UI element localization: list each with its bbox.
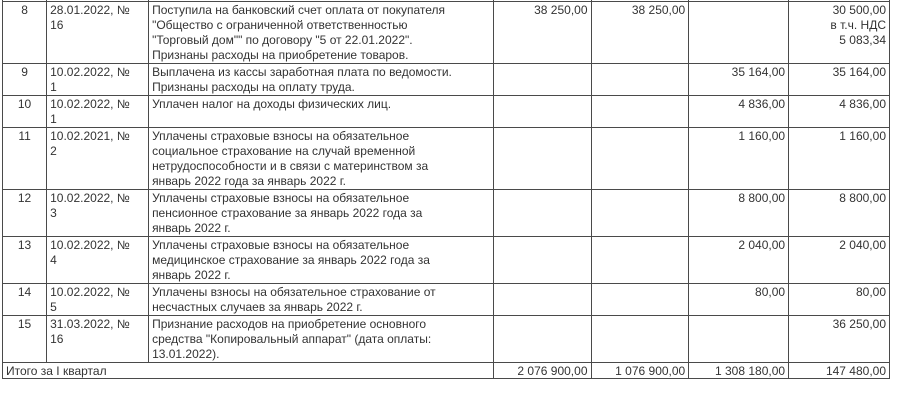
row-expense-total: 8 800,00 xyxy=(689,190,789,237)
row-expense-accounted: 1 160,00 xyxy=(789,128,890,190)
row-number: 12 xyxy=(3,190,47,237)
row-expense-accounted: 35 164,00 xyxy=(789,64,890,96)
row-expense-accounted: 2 040,00 xyxy=(789,237,890,284)
total-row xyxy=(3,363,890,379)
row-income-taxable xyxy=(591,96,689,128)
row-description: Уплачены страховые взносы на обязательное медицинское страхование за январь 2022 года за январь 2022 г. xyxy=(149,237,494,284)
row-income-total xyxy=(493,96,591,128)
row-number: 9 xyxy=(3,64,47,96)
row-expense-accounted: 8 800,00 xyxy=(789,190,890,237)
row-number: 11 xyxy=(3,128,47,190)
row-income-taxable xyxy=(591,284,689,316)
table-row xyxy=(3,190,890,237)
row-description: Признание расходов на приобретение основного средства "Копировальный аппарат" (дата оплаты: 13.01.2022). xyxy=(149,316,494,363)
row-income-taxable xyxy=(591,128,689,190)
ledger-table xyxy=(2,0,890,379)
row-expense-total xyxy=(689,316,789,363)
table-row xyxy=(3,237,890,284)
table-row xyxy=(3,128,890,190)
row-description: Уплачен налог на доходы физических лиц. xyxy=(149,96,494,128)
row-expense-accounted: 80,00 xyxy=(789,284,890,316)
row-income-taxable xyxy=(591,316,689,363)
row-number: 10 xyxy=(3,96,47,128)
row-expense-accounted: 30 500,00 в т.ч. НДС 5 083,34 xyxy=(789,2,890,64)
row-expense-total xyxy=(689,2,789,64)
row-expense-total: 4 836,00 xyxy=(689,96,789,128)
table-row xyxy=(3,284,890,316)
row-income-taxable xyxy=(591,64,689,96)
row-description: Уплачены взносы на обязательное страхование от несчастных случаев за январь 2022 г. xyxy=(149,284,494,316)
total-expense-accounted: 147 480,00 xyxy=(789,363,890,379)
row-date-doc: 10.02.2022, № 1 xyxy=(47,64,149,96)
row-income-total xyxy=(493,64,591,96)
row-expense-accounted: 36 250,00 xyxy=(789,316,890,363)
table-row xyxy=(3,2,890,64)
row-expense-accounted: 4 836,00 xyxy=(789,96,890,128)
total-label: Итого за I квартал xyxy=(3,363,494,379)
row-expense-total: 2 040,00 xyxy=(689,237,789,284)
row-income-total xyxy=(493,190,591,237)
row-date-doc: 10.02.2022, № 1 xyxy=(47,96,149,128)
table-row xyxy=(3,64,890,96)
row-income-total: 38 250,00 xyxy=(493,2,591,64)
row-expense-total: 1 160,00 xyxy=(689,128,789,190)
total-income-total: 2 076 900,00 xyxy=(493,363,591,379)
row-date-doc: 31.03.2022, № 16 xyxy=(47,316,149,363)
row-description: Уплачены страховые взносы на обязательное пенсионное страхование за январь 2022 года за январь 2022 г. xyxy=(149,190,494,237)
row-income-taxable xyxy=(591,237,689,284)
row-date-doc: 10.02.2021, № 2 xyxy=(47,128,149,190)
row-date-doc: 10.02.2022, № 4 xyxy=(47,237,149,284)
row-expense-total: 35 164,00 xyxy=(689,64,789,96)
row-number: 8 xyxy=(3,2,47,64)
row-income-taxable: 38 250,00 xyxy=(591,2,689,64)
row-description: Уплачены страховые взносы на обязательное социальное страхование на случай временной нетрудоспособности и в связи с материнством за январь 2022 года за январь 2022 г. xyxy=(149,128,494,190)
total-income-taxable: 1 076 900,00 xyxy=(591,363,689,379)
row-description: Поступила на банковский счет оплата от покупателя "Общество с ограниченной ответственностью "Торговый дом"" по договору "5 от 22.01.2022". Признаны расходы на приобретение товаров. xyxy=(149,2,494,64)
row-number: 14 xyxy=(3,284,47,316)
row-date-doc: 10.02.2022, № 5 xyxy=(47,284,149,316)
row-income-total xyxy=(493,284,591,316)
table-row xyxy=(3,96,890,128)
row-income-total xyxy=(493,128,591,190)
row-income-taxable xyxy=(591,190,689,237)
row-date-doc: 10.02.2022, № 3 xyxy=(47,190,149,237)
total-expense-total: 1 308 180,00 xyxy=(689,363,789,379)
row-number: 15 xyxy=(3,316,47,363)
table-row xyxy=(3,316,890,363)
row-number: 13 xyxy=(3,237,47,284)
row-income-total xyxy=(493,316,591,363)
row-description: Выплачена из кассы заработная плата по ведомости. Признаны расходы на оплату труда. xyxy=(149,64,494,96)
row-income-total xyxy=(493,237,591,284)
row-date-doc: 28.01.2022, № 16 xyxy=(47,2,149,64)
row-expense-total: 80,00 xyxy=(689,284,789,316)
